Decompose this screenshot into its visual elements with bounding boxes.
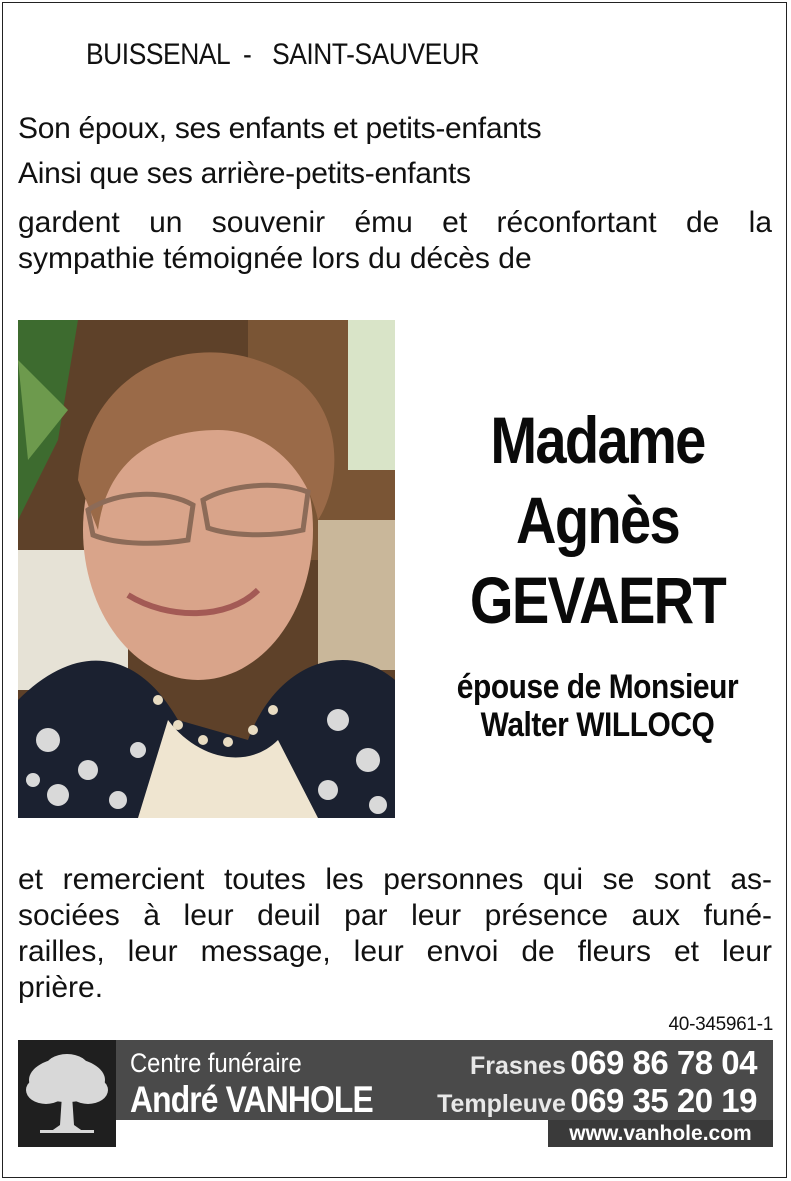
funeral-home-logo [18,1040,116,1147]
spouse-line-1: épouse de Monsieur [456,668,739,706]
website-link[interactable]: www.vanhole.com [548,1120,773,1147]
phone-city: Templeuve [437,1090,566,1118]
deceased-name-block [410,400,785,744]
phone-number: 069 86 78 04 [570,1044,757,1081]
intro-paragraph-line: gardent un souvenir ému et réconfortant de la [18,206,772,239]
closing-paragraph-line: et remercient toutes les personnes qui se sont as- [18,863,772,896]
phone-row [437,1044,757,1082]
intro-line-2: Ainsi que ses arrière-petits-enfants [18,157,471,190]
reference-number: 40-345961-1 [668,1014,773,1035]
funeral-home-banner [18,1040,773,1147]
closing-paragraph [18,862,772,1006]
deceased-title: Madame [490,403,705,477]
funeral-home-name: André VANHOLE [130,1079,373,1120]
phone-number: 069 35 20 19 [570,1082,757,1119]
phone-list [437,1044,757,1120]
intro-paragraph-line: sympathie témoignée lors du décès de [18,242,532,275]
phone-row [437,1082,757,1120]
tree-icon [18,1040,116,1147]
deceased-last-name: GEVAERT [469,563,726,637]
intro-line-1: Son époux, ses enfants et petits-enfants [18,112,542,145]
deceased-first-name: Agnès [516,483,679,557]
funeral-home-type: Centre funéraire [130,1048,302,1078]
intro-paragraph [18,205,772,277]
portrait-photo [18,320,395,818]
spouse-line-2: Walter WILLOCQ [480,706,715,744]
phone-city: Frasnes [469,1052,566,1080]
closing-paragraph-line: sociées à leur deuil par leur présence aux funé- [18,899,772,932]
locality-header: BUISSENAL - SAINT-SAUVEUR [86,38,480,71]
closing-paragraph-line: railles, leur message, leur envoi de fleurs et leur [18,935,772,968]
closing-paragraph-line: prière. [18,971,104,1004]
